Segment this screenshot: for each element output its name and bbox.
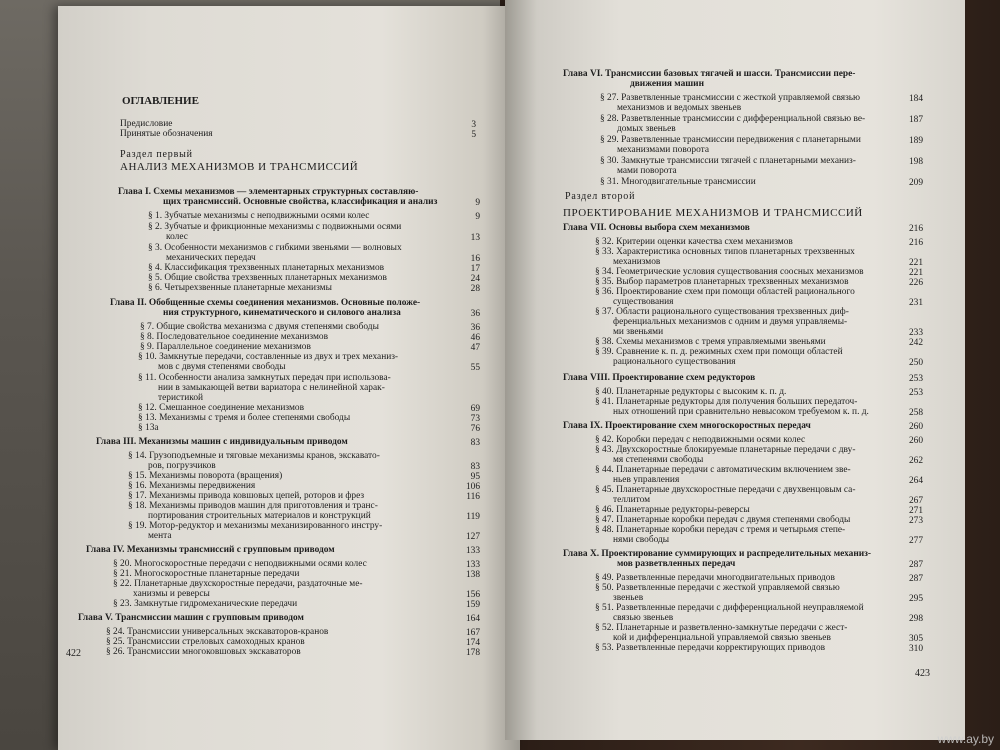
toc-line: Глава VI. Трансмиссии базовых тягачей и шасси. Трансмиссии пере- xyxy=(563,69,856,79)
toc-line: § 52. Планетарные и разветвленно-замкнутые передачи с жест- xyxy=(595,623,848,633)
toc-line: ханизмы и реверсы xyxy=(133,589,210,599)
toc-line: Глава V. Трансмиссии машин с групповым приводом xyxy=(78,613,304,623)
toc-page-number: 47 xyxy=(470,343,480,353)
toc-line: колес xyxy=(166,232,188,242)
toc-page-number: 253 xyxy=(908,388,923,398)
toc-line: § 28. Разветвленные трансмиссии с дифференциальной связью ве- xyxy=(600,114,866,124)
toc-line: § 53. Разветвленные передачи корректирующих приводов xyxy=(595,643,826,653)
toc-page-number: 119 xyxy=(466,512,480,522)
toc-line: Глава IV. Механизмы трансмиссий с групповым приводом xyxy=(86,545,335,555)
toc-page-number: 264 xyxy=(908,476,923,486)
right-page xyxy=(505,0,965,740)
toc-page-number: 9 xyxy=(475,212,480,222)
toc-page-number: 16 xyxy=(470,254,480,264)
toc-page-number: 250 xyxy=(908,358,923,368)
toc-line: § 49. Разветвленные передачи многодвигательных приводов xyxy=(595,573,835,583)
toc-page-number: 209 xyxy=(908,178,923,188)
toc-page-number: 298 xyxy=(908,614,923,624)
toc-page-number: 273 xyxy=(908,516,923,526)
toc-page-number: 216 xyxy=(908,224,923,234)
toc-line: связью звеньев xyxy=(613,613,674,623)
page-number: 423 xyxy=(915,668,930,679)
toc-line: Глава VIII. Проектирование схем редукторов xyxy=(563,373,756,383)
toc-page-number: 189 xyxy=(908,136,923,146)
toc-page-number: 133 xyxy=(465,560,480,570)
toc-line: Раздел второй xyxy=(565,191,636,202)
front-item: Предисловие xyxy=(120,119,173,129)
toc-page-number: 167 xyxy=(465,628,480,638)
toc-line: § 2. Зубчатые и фрикционные механизмы с подвижными осями xyxy=(148,222,402,232)
toc-page-number: 295 xyxy=(908,594,923,604)
toc-line: ПРОЕКТИРОВАНИЕ МЕХАНИЗМОВ И ТРАНСМИССИЙ xyxy=(563,207,863,219)
front-item: Принятые обозначения xyxy=(120,129,213,139)
toc-line: портирования строительных материалов и конструкций xyxy=(148,511,371,521)
toc-page-number: 226 xyxy=(908,278,923,288)
toc-line: § 47. Планетарные коробки передач с двумя степенями свободы xyxy=(595,515,851,525)
toc-page-number: 242 xyxy=(908,338,923,348)
toc-line: § 25. Трансмиссии стреловых самоходных кранов xyxy=(106,637,305,647)
toc-page-number: 127 xyxy=(465,532,480,542)
toc-line: Глава II. Обобщенные схемы соединения механизмов. Основные положе- xyxy=(110,298,421,308)
toc-page-number: 138 xyxy=(465,570,480,580)
toc-page-number: 95 xyxy=(470,472,480,482)
toc-page-number: 164 xyxy=(465,614,480,624)
toc-page-number: 76 xyxy=(470,424,480,434)
toc-line: § 11. Особенности анализа замкнутых передач при использова- xyxy=(138,373,391,383)
toc-line: звеньев xyxy=(613,593,644,603)
toc-line: § 10. Замкнутые передачи, составленные из двух и трех механиз- xyxy=(138,352,399,362)
toc-line: нями свободы xyxy=(613,535,670,545)
toc-page-number: 221 xyxy=(908,258,923,268)
toc-page-number: 24 xyxy=(470,274,480,284)
toc-line: § 13a xyxy=(138,423,159,433)
page-number: 422 xyxy=(66,648,81,659)
toc-line: § 12. Смешанное соединение механизмов xyxy=(138,403,305,413)
toc-line: § 23. Замкнутые гидромеханические передачи xyxy=(113,599,298,609)
toc-line: Глава I. Схемы механизмов — элементарных структурных составляю- xyxy=(118,187,419,197)
toc-page-number: 69 xyxy=(470,404,480,414)
toc-page-number: 305 xyxy=(908,634,923,644)
toc-line: нии в замыкающей ветви вариатора с нелинейной харак- xyxy=(158,383,385,393)
toc-page-number: 83 xyxy=(470,462,480,472)
toc-line: § 32. Критерии оценки качества схем механизмов xyxy=(595,237,793,247)
toc-line: § 14. Грузоподъемные и тяговые механизмы кранов, экскавато- xyxy=(128,451,380,461)
toc-line: § 36. Проектирование схем при помощи областей рационального xyxy=(595,287,855,297)
toc-line: § 17. Механизмы привода ковшовых цепей, роторов и фрез xyxy=(128,491,365,501)
toc-line: теллитом xyxy=(613,495,651,505)
toc-line: механизмов xyxy=(613,257,661,267)
toc-page-number: 106 xyxy=(465,482,480,492)
toc-page-number: 55 xyxy=(470,363,480,373)
toc-page-number: 267 xyxy=(908,496,923,506)
toc-page-number: 260 xyxy=(908,436,923,446)
toc-page-number: 277 xyxy=(908,536,923,546)
part-label: Раздел первый xyxy=(120,149,193,160)
toc-page-number: 36 xyxy=(470,323,480,333)
toc-line: § 40. Планетарные редукторы с высоким к. п. д. xyxy=(595,387,787,397)
toc-line: ров, погрузчиков xyxy=(148,461,216,471)
toc-line: § 50. Разветвленные передачи с жесткой управляемой связью xyxy=(595,583,840,593)
toc-line: теристикой xyxy=(158,393,204,403)
toc-line: мя степенями свободы xyxy=(613,455,704,465)
toc-line: § 45. Планетарные двухскоростные передачи с двухвенцовым са- xyxy=(595,485,856,495)
toc-line: § 5. Общие свойства трехзвенных планетарных механизмов xyxy=(148,273,387,283)
toc-line: § 20. Многоскоростные передачи с неподвижными осями колес xyxy=(113,559,367,569)
toc-line: § 37. Области рационального существования трехзвенных диф- xyxy=(595,307,849,317)
toc-line: § 29. Разветвленные трансмиссии передвижения с планетарными xyxy=(600,135,861,145)
toc-page-number: 28 xyxy=(470,284,480,294)
toc-page-number: 178 xyxy=(465,648,480,658)
toc-line: § 15. Механизмы поворота (вращения) xyxy=(128,471,283,481)
toc-line: щих трансмиссий. Основные свойства, классификация и анализ xyxy=(163,197,438,207)
toc-line: кой и дифференциальной управляемой связью звеньев xyxy=(613,633,831,643)
toc-page-number: 17 xyxy=(470,264,480,274)
toc-line: § 6. Четырехзвенные планетарные механизмы xyxy=(148,283,332,293)
toc-line: § 42. Коробки передач с неподвижными осями колес xyxy=(595,435,806,445)
toc-line: § 21. Многоскоростные планетарные передачи xyxy=(113,569,300,579)
toc-line: § 43. Двухскоростные блокируемые планетарные передачи с дву- xyxy=(595,445,856,455)
toc-page-number: 287 xyxy=(908,574,923,584)
toc-title: ОГЛАВЛЕНИЕ xyxy=(122,95,199,107)
toc-line: домых звеньев xyxy=(617,124,676,134)
toc-line: движения машин xyxy=(630,79,704,89)
toc-line: § 51. Разветвленные передачи с дифференциальной неуправляемой xyxy=(595,603,864,613)
toc-line: § 16. Механизмы передвижения xyxy=(128,481,256,491)
toc-line: § 1. Зубчатые механизмы с неподвижными осями колес xyxy=(148,211,370,221)
watermark: www.ay.by xyxy=(937,732,994,746)
toc-line: § 41. Планетарные редукторы для получения больших передаточ- xyxy=(595,397,858,407)
toc-page-number: 198 xyxy=(908,157,923,167)
toc-page-number: 159 xyxy=(465,600,480,610)
toc-line: Глава VII. Основы выбора схем механизмов xyxy=(563,223,750,233)
toc-line: существования xyxy=(613,297,674,307)
toc-line: Глава X. Проектирование суммирующих и распределительных механиз- xyxy=(563,549,872,559)
toc-line: мов разветвленных передач xyxy=(617,559,736,569)
toc-line: § 26. Трансмиссии многоковшовых экскаваторов xyxy=(106,647,301,657)
toc-line: мента xyxy=(148,531,172,541)
toc-page-number: 83 xyxy=(470,438,480,448)
toc-line: механизмов и ведомых звеньев xyxy=(617,103,742,113)
toc-line: § 46. Планетарные редукторы-реверсы xyxy=(595,505,750,515)
toc-line: § 31. Многодвигательные трансмиссии xyxy=(600,177,756,187)
toc-line: § 44. Планетарные передачи с автоматическим включением зве- xyxy=(595,465,851,475)
toc-page-number: 233 xyxy=(908,328,923,338)
toc-line: § 19. Мотор-редуктор и механизмы механизированного инстру- xyxy=(128,521,383,531)
toc-line: Глава IX. Проектирование схем многоскоростных передач xyxy=(563,421,811,431)
toc-line: § 18. Механизмы приводов машин для приготовления и транс- xyxy=(128,501,378,511)
toc-page-number: 216 xyxy=(908,238,923,248)
toc-page-number: 174 xyxy=(465,638,480,648)
toc-line: § 7. Общие свойства механизма с двумя степенями свободы xyxy=(140,322,379,332)
toc-line: § 8. Последовательное соединение механизмов xyxy=(140,332,329,342)
front-page-num: 5 xyxy=(471,130,476,140)
toc-line: § 9. Параллельное соединение механизмов xyxy=(140,342,311,352)
toc-line: мами поворота xyxy=(617,166,677,176)
toc-page-number: 262 xyxy=(908,456,923,466)
toc-line: мов с двумя степенями свободы xyxy=(158,362,286,372)
toc-line: § 39. Сравнение к. п. д. режимных схем при помощи областей xyxy=(595,347,843,357)
toc-page-number: 156 xyxy=(465,590,480,600)
toc-line: § 3. Особенности механизмов с гибкими звеньями — волновых xyxy=(148,243,402,253)
toc-page-number: 310 xyxy=(908,644,923,654)
left-page xyxy=(58,6,520,750)
toc-line: § 13. Механизмы с тремя и более степенями свободы xyxy=(138,413,351,423)
toc-line: ния структурного, кинематического и силового анализа xyxy=(163,308,401,318)
toc-page-number: 187 xyxy=(908,115,923,125)
toc-page-number: 253 xyxy=(908,374,923,384)
toc-page-number: 260 xyxy=(908,422,923,432)
toc-page-number: 231 xyxy=(908,298,923,308)
toc-page-number: 46 xyxy=(470,333,480,343)
toc-line: рационального существования xyxy=(613,357,736,367)
toc-page-number: 116 xyxy=(466,492,480,502)
toc-line: механизмами поворота xyxy=(617,145,710,155)
toc-line: механических передач xyxy=(166,253,256,263)
toc-line: § 27. Разветвленные трансмиссии с жесткой управляемой связью xyxy=(600,93,861,103)
toc-page-number: 271 xyxy=(908,506,923,516)
toc-page-number: 13 xyxy=(470,233,480,243)
toc-line: § 22. Планетарные двухскоростные передачи, раздаточные ме- xyxy=(113,579,363,589)
toc-line: § 35. Выбор параметров планетарных трехзвенных механизмов xyxy=(595,277,849,287)
front-page-num: 3 xyxy=(471,120,476,130)
toc-page-number: 133 xyxy=(465,546,480,556)
toc-page-number: 184 xyxy=(908,94,923,104)
toc-page-number: 9 xyxy=(475,198,480,208)
toc-line: § 30. Замкнутые трансмиссии тягачей с планетарными механиз- xyxy=(600,156,856,166)
toc-line: § 33. Характеристика основных типов планетарных трехзвенных xyxy=(595,247,855,257)
toc-line: § 24. Трансмиссии универсальных экскаваторов-кранов xyxy=(106,627,329,637)
toc-page-number: 36 xyxy=(470,309,480,319)
toc-page-number: 258 xyxy=(908,408,923,418)
toc-line: ньев управления xyxy=(613,475,680,485)
toc-page-number: 73 xyxy=(470,414,480,424)
toc-line: Глава III. Механизмы машин с индивидуальным приводом xyxy=(96,437,348,447)
toc-line: ференциальных механизмов с одним и двумя управляемы- xyxy=(613,317,848,327)
toc-line: § 48. Планетарные коробки передач с тремя и четырьмя степе- xyxy=(595,525,846,535)
toc-line: § 38. Схемы механизмов с тремя управляемыми звеньями xyxy=(595,337,826,347)
toc-page-number: 221 xyxy=(908,268,923,278)
toc-line: § 34. Геометрические условия существования соосных механизмов xyxy=(595,267,864,277)
toc-line: ных отношений при сравнительно невысоком требуемом к. п. д. xyxy=(613,407,869,417)
part-title: АНАЛИЗ МЕХАНИЗМОВ И ТРАНСМИССИЙ xyxy=(120,161,359,173)
toc-line: ми звеньями xyxy=(613,327,664,337)
toc-page-number: 287 xyxy=(908,560,923,570)
toc-line: § 4. Классификация трехзвенных планетарных механизмов xyxy=(148,263,385,273)
